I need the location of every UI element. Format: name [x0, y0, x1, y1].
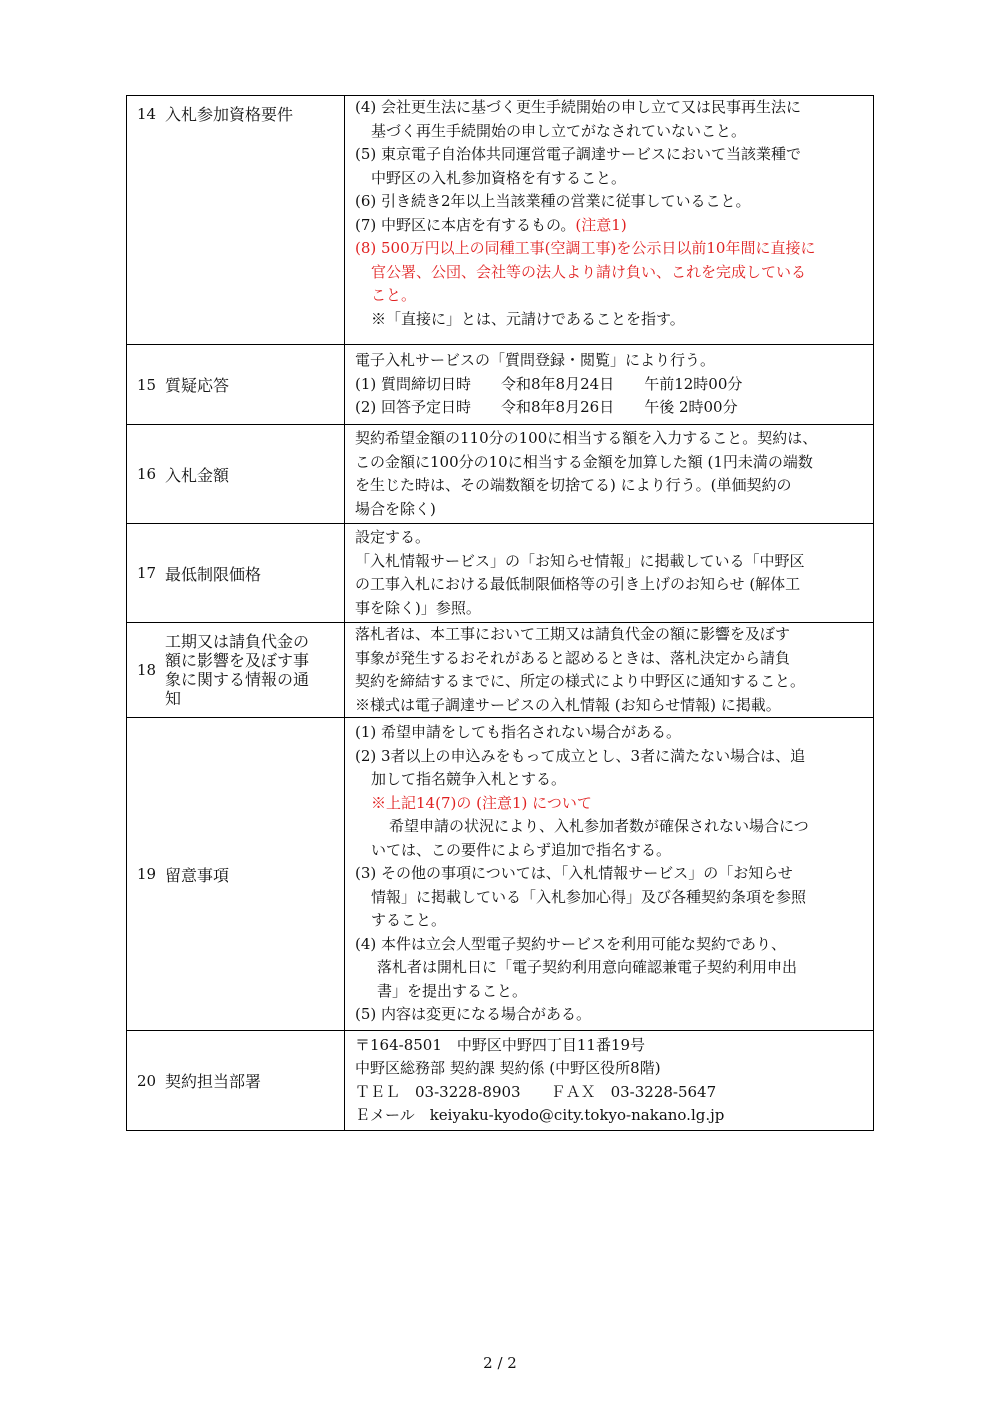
- content-line: [355, 96, 863, 120]
- content-text: 基づく再生手続開始の申し立てがなされていないこと。: [371, 121, 747, 140]
- row-number: 15: [137, 375, 157, 394]
- row-label-cell: [127, 623, 345, 718]
- content-text: 〒164-8501 中野区中野四丁目11番19号: [355, 1035, 646, 1054]
- content-line: [355, 120, 863, 144]
- content-text: 書」を提出すること。: [377, 981, 528, 1000]
- table-row: [127, 96, 874, 345]
- row-label-cell: [127, 524, 345, 623]
- content-text: (2) 3者以上の申込みをもって成立とし、3者に満たない場合は、追: [355, 746, 806, 765]
- table-row: [127, 345, 874, 425]
- row-content-cell: [345, 425, 874, 524]
- row-number: 18: [137, 661, 157, 679]
- content-text: (6) 引き続き2年以上当該業種の営業に従事していること。: [355, 192, 751, 210]
- content-line: [355, 573, 863, 597]
- content-text: 中野区総務部 契約課 契約係 (中野区役所8階): [355, 1059, 661, 1077]
- row-label-cell: [127, 96, 345, 345]
- row-title-line: 象に関する情報の通: [165, 670, 310, 689]
- table-row: [127, 425, 874, 524]
- content-line: [355, 261, 863, 285]
- row-title: 留意事項: [165, 865, 230, 885]
- content-text: 契約を締結するまでに、所定の様式により中野区に通知すること。: [355, 672, 806, 690]
- content-text: 契約希望金額の110分の100に相当する額を入力すること。契約は、: [355, 429, 818, 447]
- row-label-cell: [127, 345, 345, 425]
- content-line: [355, 1057, 863, 1081]
- row-label-cell: [127, 425, 345, 524]
- content-text: (1) 希望申請をしても指名されない場合がある。: [355, 723, 682, 742]
- content-text: 事を除く)」参照。: [355, 598, 481, 617]
- row-title: 契約担当部署: [165, 1072, 262, 1091]
- content-line: [355, 815, 863, 839]
- content-text: (5) 東京電子自治体共同運営電子調達サービスにおいて当該業種で: [355, 145, 802, 163]
- content-text: (3) その他の事項については、「入札情報サービス」の「お知らせ: [355, 864, 793, 883]
- row-title: 質疑応答: [165, 376, 230, 395]
- row-title-line: 工期又は請負代金の: [165, 632, 310, 651]
- content-line: [355, 694, 863, 718]
- row-content-cell: [345, 623, 874, 718]
- content-line: [355, 980, 863, 1004]
- content-text: (1) 質問締切日時 令和8年8月24日 午前12時00分: [355, 374, 743, 393]
- content-line: [355, 839, 863, 863]
- content-line: [355, 623, 863, 647]
- table-row: [127, 1031, 874, 1131]
- content-line: [355, 1081, 863, 1105]
- page-number: 2 / 2: [483, 1354, 517, 1372]
- content-text: (4) 会社更生法に基づく更生手続開始の申し立て又は民事再生法に: [355, 98, 802, 116]
- content-line: [355, 237, 863, 261]
- content-line: [355, 862, 863, 886]
- row-title: 入札金額: [165, 465, 230, 485]
- content-line: [355, 526, 863, 550]
- content-line: [355, 1104, 863, 1128]
- content-line: [355, 190, 863, 214]
- content-line: [355, 956, 863, 980]
- content-text: を生じた時は、その端数額を切捨てる) により行う。(単価契約の: [355, 476, 792, 494]
- content-text: 電子入札サービスの「質問登録・閲覧」により行う。: [355, 351, 716, 370]
- content-line: [355, 284, 863, 308]
- content-text: の工事入札における最低制限価格等の引き上げのお知らせ (解体工: [355, 575, 801, 593]
- content-line: [355, 1003, 863, 1027]
- content-line: [355, 167, 863, 191]
- row-title: 最低制限価格: [165, 564, 262, 584]
- row-number: 16: [137, 465, 157, 483]
- row-content-cell: [345, 1031, 874, 1131]
- content-text: (7) 中野区に本店を有するもの。: [355, 215, 576, 234]
- row-content-cell: [345, 524, 874, 623]
- content-text: 落札者は、本工事において工期又は請負代金の額に影響を及ぼす: [355, 625, 791, 643]
- table-row: [127, 524, 874, 623]
- row-content-cell: [345, 96, 874, 345]
- content-text: Ｅメール keiyaku-kyodo@city.tokyo-nakano.lg.jp: [355, 1106, 725, 1124]
- content-line: [355, 909, 863, 933]
- content-line: [355, 933, 863, 957]
- content-line: [355, 792, 863, 816]
- content-text: (5) 内容は変更になる場合がある。: [355, 1005, 592, 1024]
- content-line: [355, 474, 863, 498]
- content-text: 官公署、公団、会社等の法人より請け負い、これを完成している: [371, 262, 807, 281]
- content-text: いては、この要件によらず追加で指名する。: [371, 840, 672, 859]
- content-text: 設定する。: [355, 528, 431, 546]
- content-line: [355, 721, 863, 745]
- content-line: [355, 427, 863, 451]
- content-line: [355, 886, 863, 910]
- content-text: 情報」に掲載している「入札参加心得」及び各種契約条項を参照: [371, 887, 807, 906]
- content-text: 希望申請の状況により、入札参加者数が確保されない場合につ: [389, 817, 809, 836]
- row-number: 19: [137, 865, 157, 883]
- content-text: 中野区の入札参加資格を有すること。: [371, 168, 627, 187]
- content-line: [355, 1034, 863, 1058]
- content-line: [355, 745, 863, 769]
- content-line: [355, 670, 863, 694]
- row-number: 14: [137, 104, 157, 123]
- row-label-cell: [127, 718, 345, 1031]
- content-text: (4) 本件は立会人型電子契約サービスを利用可能な契約であり、: [355, 934, 787, 953]
- row-content-cell: [345, 345, 874, 425]
- row-title: [165, 632, 315, 708]
- row-content-cell: [345, 718, 874, 1031]
- content-text: ※上記14(7)の (注意1) について: [371, 793, 592, 812]
- content-text: ※「直接に」とは、元請けであることを指す。: [371, 309, 685, 328]
- content-text: 場合を除く): [355, 499, 436, 518]
- content-line: [355, 498, 863, 522]
- row-number: 17: [137, 564, 157, 582]
- content-line: [355, 550, 863, 574]
- content-line: [355, 143, 863, 167]
- content-text: ※様式は電子調達サービスの入札情報 (お知らせ情報) に掲載。: [355, 695, 781, 714]
- content-line: [355, 768, 863, 792]
- row-title-line: 額に影響を及ぼす事: [165, 651, 310, 670]
- content-text: 「入札情報サービス」の「お知らせ情報」に掲載している「中野区: [355, 551, 805, 570]
- content-line: [355, 451, 863, 475]
- content-text: 事象が発生するおそれがあると認めるときは、落札決定から請負: [355, 648, 791, 667]
- content-line: [355, 647, 863, 671]
- row-number: 20: [137, 1071, 157, 1090]
- note-marker: (注意1): [575, 215, 627, 234]
- specification-table: [126, 95, 874, 1131]
- content-line: [355, 373, 863, 397]
- content-text: この金額に100分の10に相当する金額を加算した額 (1円未満の端数: [355, 452, 813, 471]
- content-line: [355, 349, 863, 373]
- row-title-line: 知: [165, 689, 182, 708]
- row-title: 入札参加資格要件: [165, 105, 294, 124]
- content-line: [355, 214, 863, 238]
- content-text: 落札者は開札日に「電子契約利用意向確認兼電子契約利用申出: [377, 958, 798, 977]
- content-line: [355, 597, 863, 621]
- table-row: [127, 623, 874, 718]
- table-row: [127, 718, 874, 1031]
- content-text: ＴＥＬ 03-3228-8903 ＦＡＸ 03-3228-5647: [355, 1082, 717, 1101]
- content-text: (8) 500万円以上の同種工事(空調工事)を公示日以前10年間に直接に: [355, 239, 816, 257]
- row-label-cell: [127, 1031, 345, 1131]
- content-line: [355, 308, 863, 332]
- content-line: [355, 396, 863, 420]
- content-text: 加して指名競争入札とする。: [371, 770, 567, 789]
- content-text: (2) 回答予定日時 令和8年8月26日 午後 2時00分: [355, 398, 738, 417]
- content-text: こと。: [371, 286, 417, 304]
- content-text: すること。: [371, 911, 447, 930]
